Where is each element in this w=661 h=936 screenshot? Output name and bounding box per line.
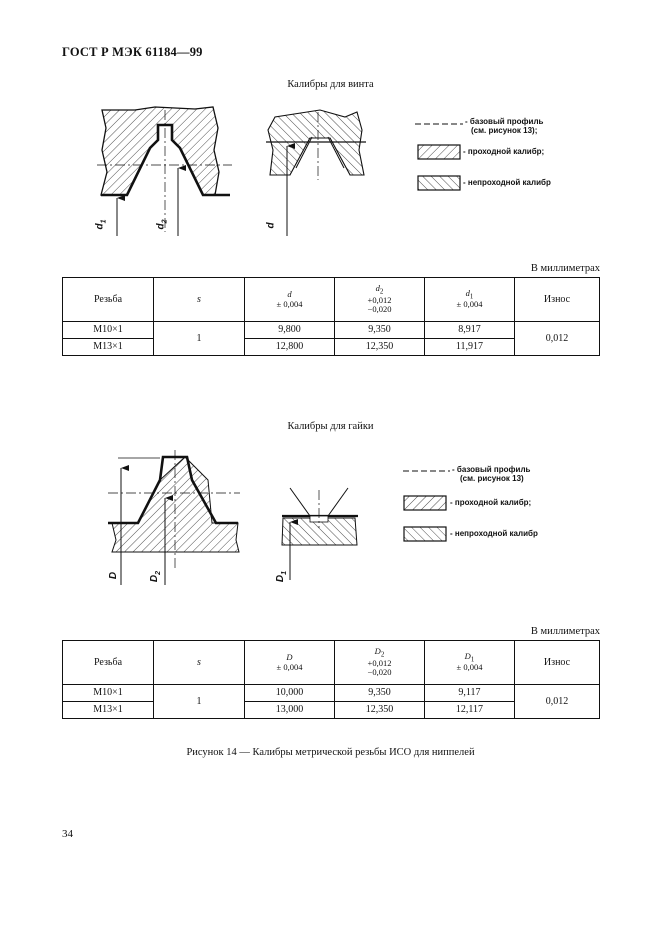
table-row: M13×1 13,000 12,350 12,117 xyxy=(63,702,600,719)
label-d: d xyxy=(265,222,277,229)
label-d1: $d_1$ xyxy=(94,219,108,230)
screw-nogo-gauge-section xyxy=(266,110,366,236)
col-s: s xyxy=(154,641,245,685)
label-D2: $D_2$ xyxy=(149,570,163,583)
table-row: M13×1 12,800 12,350 11,917 xyxy=(63,339,600,356)
page-number: 34 xyxy=(62,828,73,840)
col-s: s xyxy=(154,278,245,322)
col-d2: $d_2$ +0,012 −0,020 xyxy=(335,278,425,322)
col-thread: Резьба xyxy=(63,641,154,685)
nut-legend-base-profile: - базовый профиль (см. рисунок 13) xyxy=(452,465,531,483)
nut-nogo-gauge-section xyxy=(282,488,358,580)
wear-value: 0,012 xyxy=(515,685,600,719)
screw-legend-go: - проходной калибр; xyxy=(463,147,545,156)
col-D2: $D_2$ +0,012 −0,020 xyxy=(335,641,425,685)
screw-legend-nogo: - непроходной калибр xyxy=(463,178,551,187)
wear-value: 0,012 xyxy=(515,322,600,356)
col-thread: Резьба xyxy=(63,278,154,322)
nut-legend xyxy=(403,471,450,541)
col-D1: $D_1$ ± 0,004 xyxy=(425,641,515,685)
screw-gauges-caption: Калибры для винта xyxy=(287,79,374,90)
screw-go-gauge-section xyxy=(94,107,232,236)
label-d2: $d_2$ xyxy=(155,219,169,230)
col-D: D ± 0,004 xyxy=(245,641,335,685)
screw-units-label: В миллиметрах xyxy=(530,263,600,274)
document-header: ГОСТ Р МЭК 61184—99 xyxy=(62,45,203,59)
nut-legend-nogo: - непроходной калибр xyxy=(450,529,538,538)
screw-legend-base-profile: - базовый профиль (см. рисунок 13); xyxy=(465,117,544,135)
nut-gauges-drawing xyxy=(0,430,661,600)
nut-gauge-table xyxy=(62,640,600,719)
col-wear: Износ xyxy=(515,641,600,685)
table-row: M10×1 1 10,000 9,350 9,117 0,012 xyxy=(63,685,600,702)
figure-caption: Рисунок 14 — Калибры метрической резьбы ИСО для ниппелей xyxy=(186,747,475,758)
col-d: d ± 0,004 xyxy=(245,278,335,322)
screw-gauge-table xyxy=(62,277,600,356)
nut-legend-go: - проходной калибр; xyxy=(450,498,532,507)
label-D: D xyxy=(108,571,120,580)
nut-go-gauge-section xyxy=(108,450,240,585)
screw-legend xyxy=(415,124,463,190)
col-d1: $d_1$ ± 0,004 xyxy=(425,278,515,322)
screw-gauges-drawing xyxy=(0,0,661,280)
label-D1: $D_1$ xyxy=(275,570,289,583)
table-row: M10×1 1 9,800 9,350 8,917 0,012 xyxy=(63,322,600,339)
nut-gauges-caption: Калибры для гайки xyxy=(287,421,374,432)
s-value: 1 xyxy=(154,322,245,356)
nut-units-label: В миллиметрах xyxy=(530,626,600,637)
s-value: 1 xyxy=(154,685,245,719)
col-wear: Износ xyxy=(515,278,600,322)
